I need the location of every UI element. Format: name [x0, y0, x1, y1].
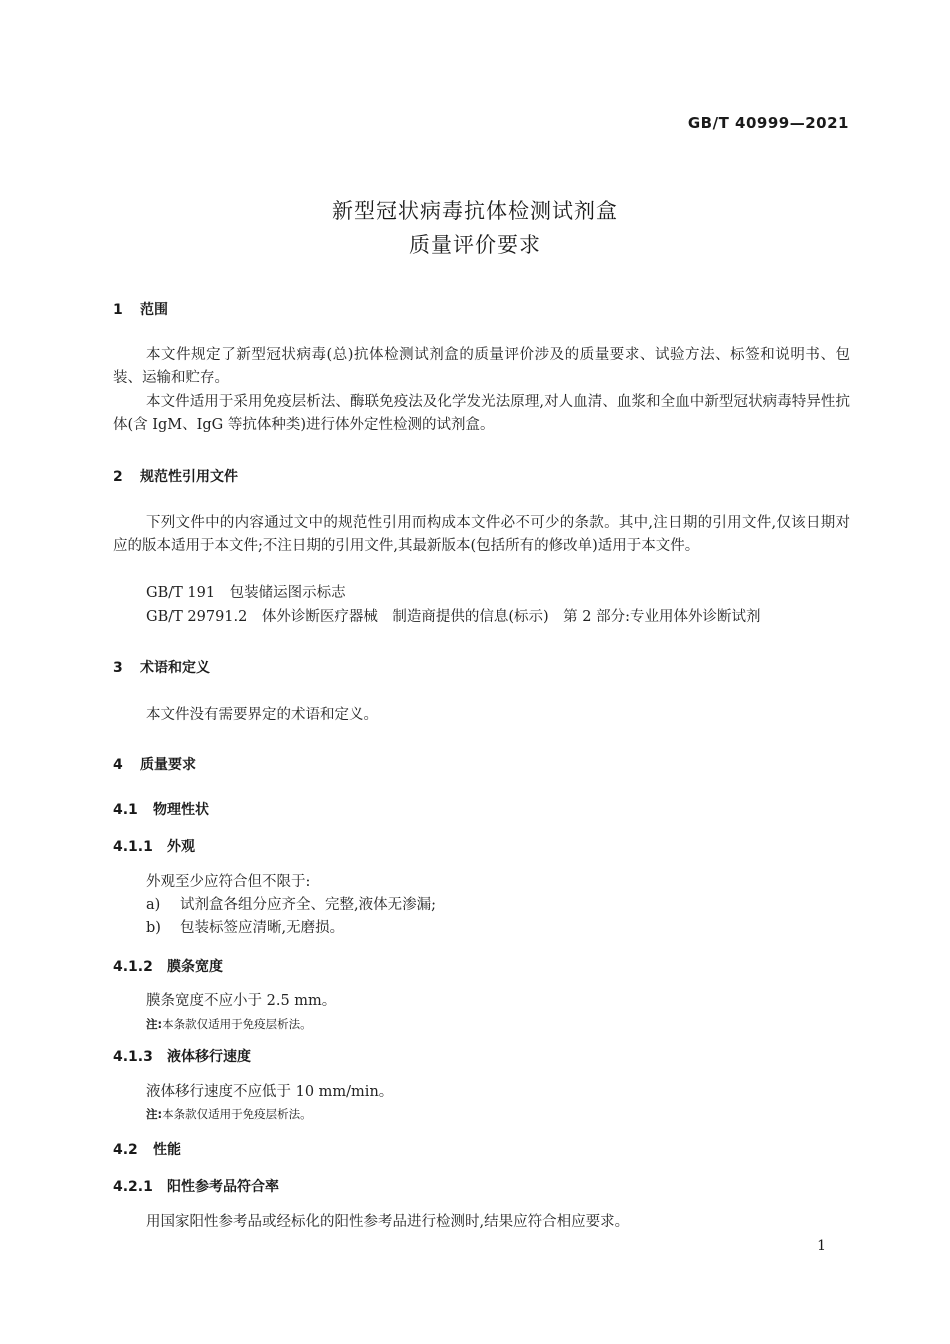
- section-number: 4.1.1: [113, 839, 153, 855]
- paragraph: 膜条宽度不应小于 2.5 mm。: [146, 993, 337, 1009]
- paragraph: 外观至少应符合但不限于:: [146, 874, 311, 890]
- section-4-2-heading: [113, 1139, 181, 1159]
- note-label: 注:: [146, 1017, 163, 1031]
- paragraph: 本文件没有需要界定的术语和定义。: [146, 707, 378, 723]
- paragraph: 本文件适用于采用免疫层析法、酶联免疫法及化学发光法原理,对人血清、血浆和全血中新型冠状病毒特异性抗体(含 IgM、IgG 等抗体种类)进行体外定性检测的试剂盒。: [113, 394, 850, 433]
- list-item: [146, 894, 436, 917]
- section-number: 3: [113, 660, 123, 676]
- note-text: 本条款仅适用于免疫层析法。: [162, 1017, 312, 1031]
- section-title: 性能: [153, 1142, 181, 1158]
- paragraph: 用国家阳性参考品或经标化的阳性参考品进行检测时,结果应符合相应要求。: [146, 1214, 630, 1230]
- section-title: 范围: [140, 302, 168, 318]
- section-title: 液体移行速度: [167, 1049, 251, 1065]
- paragraph: 下列文件中的内容通过文中的规范性引用而构成本文件必不可少的条款。其中,注日期的引用文件,仅该日期对应的版本适用于本文件;不注日期的引用文件,其最新版本(包括所有的修改单)适用于本文件。: [113, 515, 850, 554]
- standard-code: GB/T 40999—2021: [687, 114, 849, 132]
- section-4-1-heading: [113, 799, 209, 819]
- document-title-line2: 质量评价要求: [409, 233, 541, 257]
- section-title: 质量要求: [140, 757, 196, 773]
- section-number: 4.1.3: [113, 1049, 153, 1065]
- page-number: 1: [817, 1238, 826, 1254]
- section-number: 4.1: [113, 802, 138, 818]
- section-title: 阳性参考品符合率: [167, 1179, 279, 1195]
- section-4-1-2-heading: [113, 956, 223, 976]
- section-4-1-3-heading: [113, 1046, 251, 1066]
- note-label: 注:: [146, 1107, 163, 1121]
- section-number: 4.2: [113, 1142, 138, 1158]
- reference-item: GB/T 29791.2 体外诊断医疗器械 制造商提供的信息(标示) 第 2 部分:专业用体外诊断试剂: [146, 609, 761, 625]
- section-2-heading: [113, 466, 238, 486]
- section-1-heading: [113, 299, 168, 319]
- list-item-label: b): [146, 920, 161, 936]
- note-text: 本条款仅适用于免疫层析法。: [162, 1107, 312, 1121]
- section-number: 4.2.1: [113, 1179, 153, 1195]
- paragraph: 液体移行速度不应低于 10 mm/min。: [146, 1084, 394, 1100]
- section-number: 2: [113, 469, 123, 485]
- list-item: [146, 917, 344, 940]
- section-number: 4.1.2: [113, 959, 153, 975]
- list-item-text: 包装标签应清晰,无磨损。: [180, 920, 345, 936]
- paragraph: 本文件规定了新型冠状病毒(总)抗体检测试剂盒的质量评价涉及的质量要求、试验方法、标签和说明书、包装、运输和贮存。: [113, 347, 850, 386]
- list-item-text: 试剂盒各组分应齐全、完整,液体无渗漏;: [180, 897, 436, 913]
- section-4-1-1-heading: [113, 836, 195, 856]
- list-item-label: a): [146, 897, 161, 913]
- section-title: 规范性引用文件: [140, 469, 238, 485]
- section-3-heading: [113, 657, 210, 677]
- document-title-line1: 新型冠状病毒抗体检测试剂盒: [332, 199, 618, 223]
- section-title: 物理性状: [153, 802, 209, 818]
- section-title: 膜条宽度: [167, 959, 223, 975]
- note: [146, 1016, 312, 1032]
- section-number: 1: [113, 302, 123, 318]
- note: [146, 1106, 312, 1122]
- section-title: 外观: [167, 839, 195, 855]
- reference-item: GB/T 191 包装储运图示标志: [146, 585, 346, 601]
- section-title: 术语和定义: [140, 660, 210, 676]
- section-number: 4: [113, 757, 123, 773]
- section-4-2-1-heading: [113, 1176, 279, 1196]
- section-4-heading: [113, 754, 196, 774]
